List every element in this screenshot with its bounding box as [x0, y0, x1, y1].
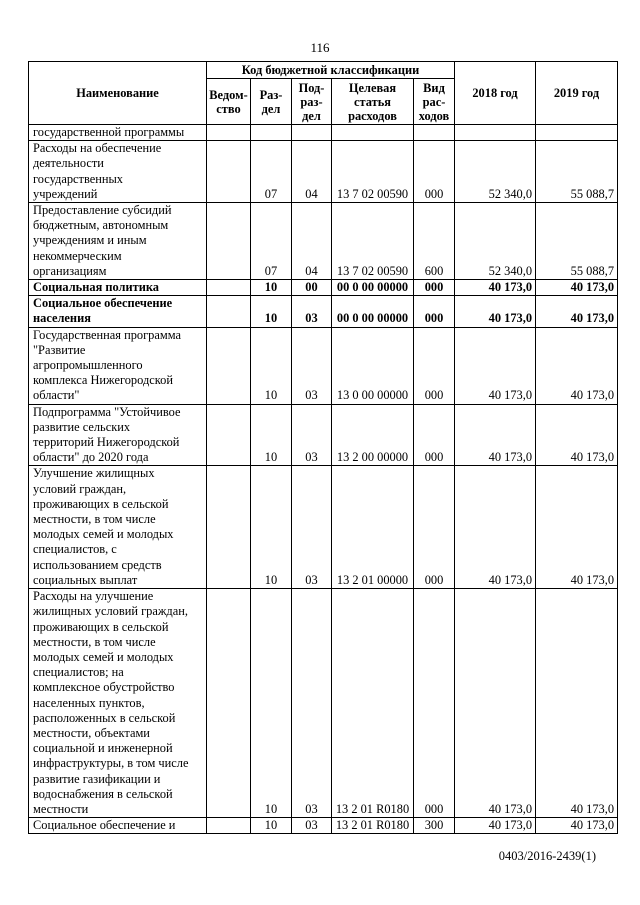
row-name: Государственная программа "Развитие агропромышленного комплекса Нижегородской области" — [29, 327, 207, 404]
row-razdel: 10 — [251, 327, 292, 404]
row-amount-2018: 40 173,0 — [455, 280, 536, 296]
row-podrazdel: 03 — [292, 466, 332, 589]
row-amount-2019: 40 173,0 — [536, 818, 618, 834]
row-amount-2018: 52 340,0 — [455, 141, 536, 203]
row-ved — [207, 466, 251, 589]
header-razdel: Раз- дел — [251, 79, 292, 125]
table-row — [29, 404, 618, 466]
table-row — [29, 203, 618, 280]
row-ved — [207, 589, 251, 818]
row-target-article: 13 7 02 00590 — [332, 203, 414, 280]
row-name: Подпрограмма "Устойчивое развитие сельских территорий Нижегородской области" до 2020 года — [29, 404, 207, 466]
row-expense-type: 000 — [414, 404, 455, 466]
row-amount-2018: 40 173,0 — [455, 327, 536, 404]
header-expense-type: Вид рас- ходов — [414, 79, 455, 125]
header-name: Наименование — [29, 62, 207, 125]
row-expense-type: 000 — [414, 466, 455, 589]
header-podrazdel: Под- раз- дел — [292, 79, 332, 125]
table-row — [29, 141, 618, 203]
row-razdel: 10 — [251, 280, 292, 296]
header-target-article: Целевая статья расходов — [332, 79, 414, 125]
row-ved — [207, 141, 251, 203]
row-amount-2018: 40 173,0 — [455, 818, 536, 834]
budget-table — [28, 61, 618, 834]
table-row — [29, 327, 618, 404]
document-code: 0403/2016-2439(1) — [498, 849, 596, 863]
row-expense-type: 600 — [414, 203, 455, 280]
row-podrazdel: 03 — [292, 818, 332, 834]
table-body — [29, 125, 618, 834]
row-podrazdel — [292, 125, 332, 141]
row-expense-type — [414, 125, 455, 141]
row-target-article: 00 0 00 00000 — [332, 296, 414, 327]
row-ved — [207, 280, 251, 296]
row-target-article: 13 7 02 00590 — [332, 141, 414, 203]
row-amount-2018: 40 173,0 — [455, 466, 536, 589]
row-expense-type: 000 — [414, 327, 455, 404]
row-ved — [207, 203, 251, 280]
row-podrazdel: 03 — [292, 589, 332, 818]
row-name: Предоставление субсидий бюджетным, автономным учреждениям и иным некоммерческим организациям — [29, 203, 207, 280]
row-expense-type: 000 — [414, 280, 455, 296]
row-name: Социальное обеспечение населения — [29, 296, 207, 327]
row-razdel: 10 — [251, 466, 292, 589]
row-amount-2019: 55 088,7 — [536, 203, 618, 280]
row-amount-2019: 40 173,0 — [536, 466, 618, 589]
row-amount-2018 — [455, 125, 536, 141]
row-razdel: 10 — [251, 589, 292, 818]
row-name: Социальное обеспечение и — [29, 818, 207, 834]
row-amount-2019: 40 173,0 — [536, 404, 618, 466]
table-row — [29, 125, 618, 141]
row-amount-2018: 40 173,0 — [455, 404, 536, 466]
table-row — [29, 466, 618, 589]
table-row — [29, 589, 618, 818]
row-podrazdel: 04 — [292, 203, 332, 280]
row-ved — [207, 125, 251, 141]
row-razdel: 10 — [251, 404, 292, 466]
row-razdel: 07 — [251, 141, 292, 203]
header-ved: Ведом- ство — [207, 79, 251, 125]
row-ved — [207, 818, 251, 834]
row-name: государственной программы — [29, 125, 207, 141]
header-2019: 2019 год — [536, 62, 618, 125]
row-razdel: 10 — [251, 818, 292, 834]
row-expense-type: 000 — [414, 141, 455, 203]
row-ved — [207, 404, 251, 466]
row-target-article: 13 2 01 R0180 — [332, 589, 414, 818]
row-amount-2019: 40 173,0 — [536, 280, 618, 296]
row-target-article: 00 0 00 00000 — [332, 280, 414, 296]
row-target-article: 13 2 01 R0180 — [332, 818, 414, 834]
row-razdel — [251, 125, 292, 141]
row-amount-2019: 40 173,0 — [536, 589, 618, 818]
row-podrazdel: 04 — [292, 141, 332, 203]
row-amount-2018: 52 340,0 — [455, 203, 536, 280]
header-code-group: Код бюджетной классификации — [207, 62, 455, 79]
row-ved — [207, 327, 251, 404]
row-razdel: 10 — [251, 296, 292, 327]
row-ved — [207, 296, 251, 327]
row-name: Социальная политика — [29, 280, 207, 296]
row-amount-2018: 40 173,0 — [455, 589, 536, 818]
row-expense-type: 000 — [414, 296, 455, 327]
row-expense-type: 000 — [414, 589, 455, 818]
header-2018: 2018 год — [455, 62, 536, 125]
table-row — [29, 280, 618, 296]
row-target-article: 13 0 00 00000 — [332, 327, 414, 404]
row-target-article: 13 2 01 00000 — [332, 466, 414, 589]
page-number: 116 — [310, 40, 330, 55]
row-amount-2018: 40 173,0 — [455, 296, 536, 327]
row-amount-2019: 55 088,7 — [536, 141, 618, 203]
row-podrazdel: 00 — [292, 280, 332, 296]
row-amount-2019: 40 173,0 — [536, 296, 618, 327]
row-amount-2019 — [536, 125, 618, 141]
row-amount-2019: 40 173,0 — [536, 327, 618, 404]
row-name: Улучшение жилищных условий граждан, проживающих в сельской местности, в том числе молодых семей и молодых специалистов, с использованием средств социальных выплат — [29, 466, 207, 589]
row-podrazdel: 03 — [292, 327, 332, 404]
row-name: Расходы на улучшение жилищных условий граждан, проживающих в сельской местности, в том числе молодых семей и молодых специалистов; на комплексное обустройство населенных пунктов, расположенных в сельской местности, объектами социальной и инженерной инфраструктуры, в том числе развитие газификации и водоснабжения в сельской местности — [29, 589, 207, 818]
table-row — [29, 296, 618, 327]
row-target-article — [332, 125, 414, 141]
row-name: Расходы на обеспечение деятельности государственных учреждений — [29, 141, 207, 203]
row-podrazdel: 03 — [292, 296, 332, 327]
row-expense-type: 300 — [414, 818, 455, 834]
row-razdel: 07 — [251, 203, 292, 280]
row-podrazdel: 03 — [292, 404, 332, 466]
row-target-article: 13 2 00 00000 — [332, 404, 414, 466]
table-row — [29, 818, 618, 834]
